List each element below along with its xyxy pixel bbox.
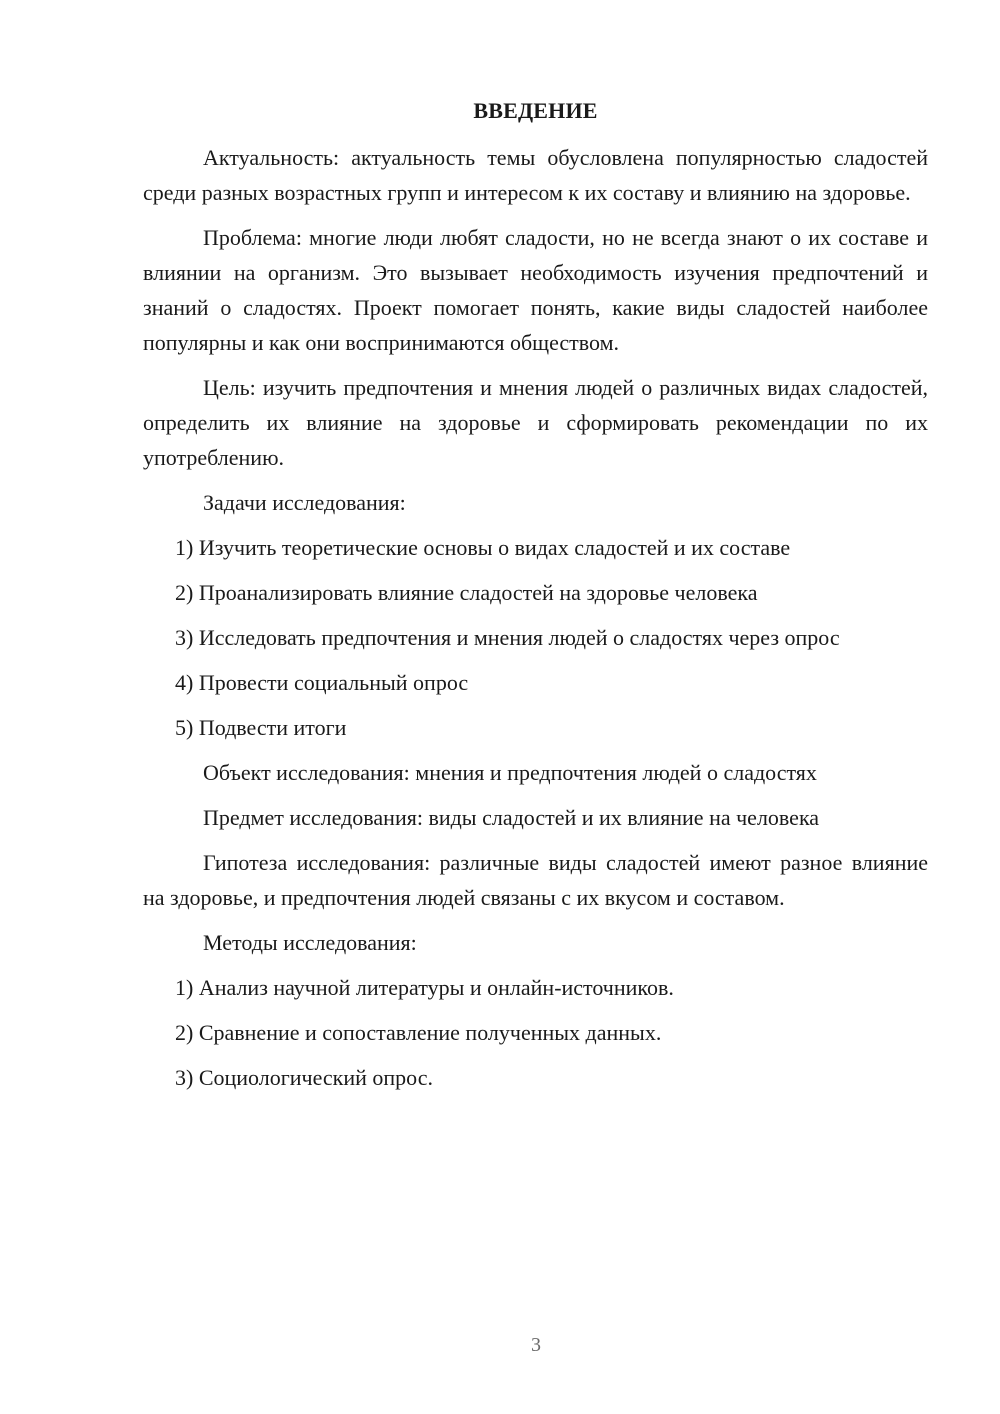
list-item: 1) Изучить теоретические основы о видах сладостей и их составе: [175, 535, 791, 560]
research-subject: Предмет исследования: виды сладостей и их влияние на человека: [203, 805, 820, 830]
tasks-list: [143, 530, 928, 745]
list-item: 2) Проанализировать влияние сладостей на здоровье человека: [175, 580, 758, 605]
methods-list: [143, 970, 928, 1095]
relevance-paragraph: Актуальность: актуальность темы обусловлена популярностью сладостей среди разных возрастных групп и интересом к их составу и влиянию на здоровье.: [143, 145, 928, 205]
page-number: 3: [531, 1334, 541, 1356]
goal-paragraph: Цель: изучить предпочтения и мнения людей о различных видах сладостей, определить их влияние на здоровье и сформировать рекомендации по их употреблению.: [143, 375, 928, 470]
hypothesis-paragraph: Гипотеза исследования: различные виды сладостей имеют разное влияние на здоровье, и предпочтения людей связаны с их вкусом и составом.: [143, 850, 928, 910]
list-item: 5) Подвести итоги: [175, 715, 347, 740]
list-item: 1) Анализ научной литературы и онлайн-источников.: [175, 975, 674, 1000]
list-item: 4) Провести социальный опрос: [175, 670, 469, 695]
research-object: Объект исследования: мнения и предпочтения людей о сладостях: [203, 760, 817, 785]
tasks-heading: Задачи исследования:: [203, 490, 406, 515]
methods-heading: Методы исследования:: [203, 930, 417, 955]
page-title: ВВЕДЕНИЕ: [473, 98, 598, 123]
list-item: 3) Исследовать предпочтения и мнения людей о сладостях через опрос: [175, 625, 840, 650]
list-item: 2) Сравнение и сопоставление полученных данных.: [175, 1020, 662, 1045]
list-item: 3) Социологический опрос.: [175, 1065, 433, 1090]
document-body: [143, 96, 928, 1105]
problem-paragraph: Проблема: многие люди любят сладости, но не всегда знают о их составе и влиянии на организм. Это вызывает необходимость изучения предпочтений и знаний о сладостях. Проект помогает понять, какие виды сладостей наиболее популярны и как они воспринимаются обществом.: [143, 225, 928, 355]
